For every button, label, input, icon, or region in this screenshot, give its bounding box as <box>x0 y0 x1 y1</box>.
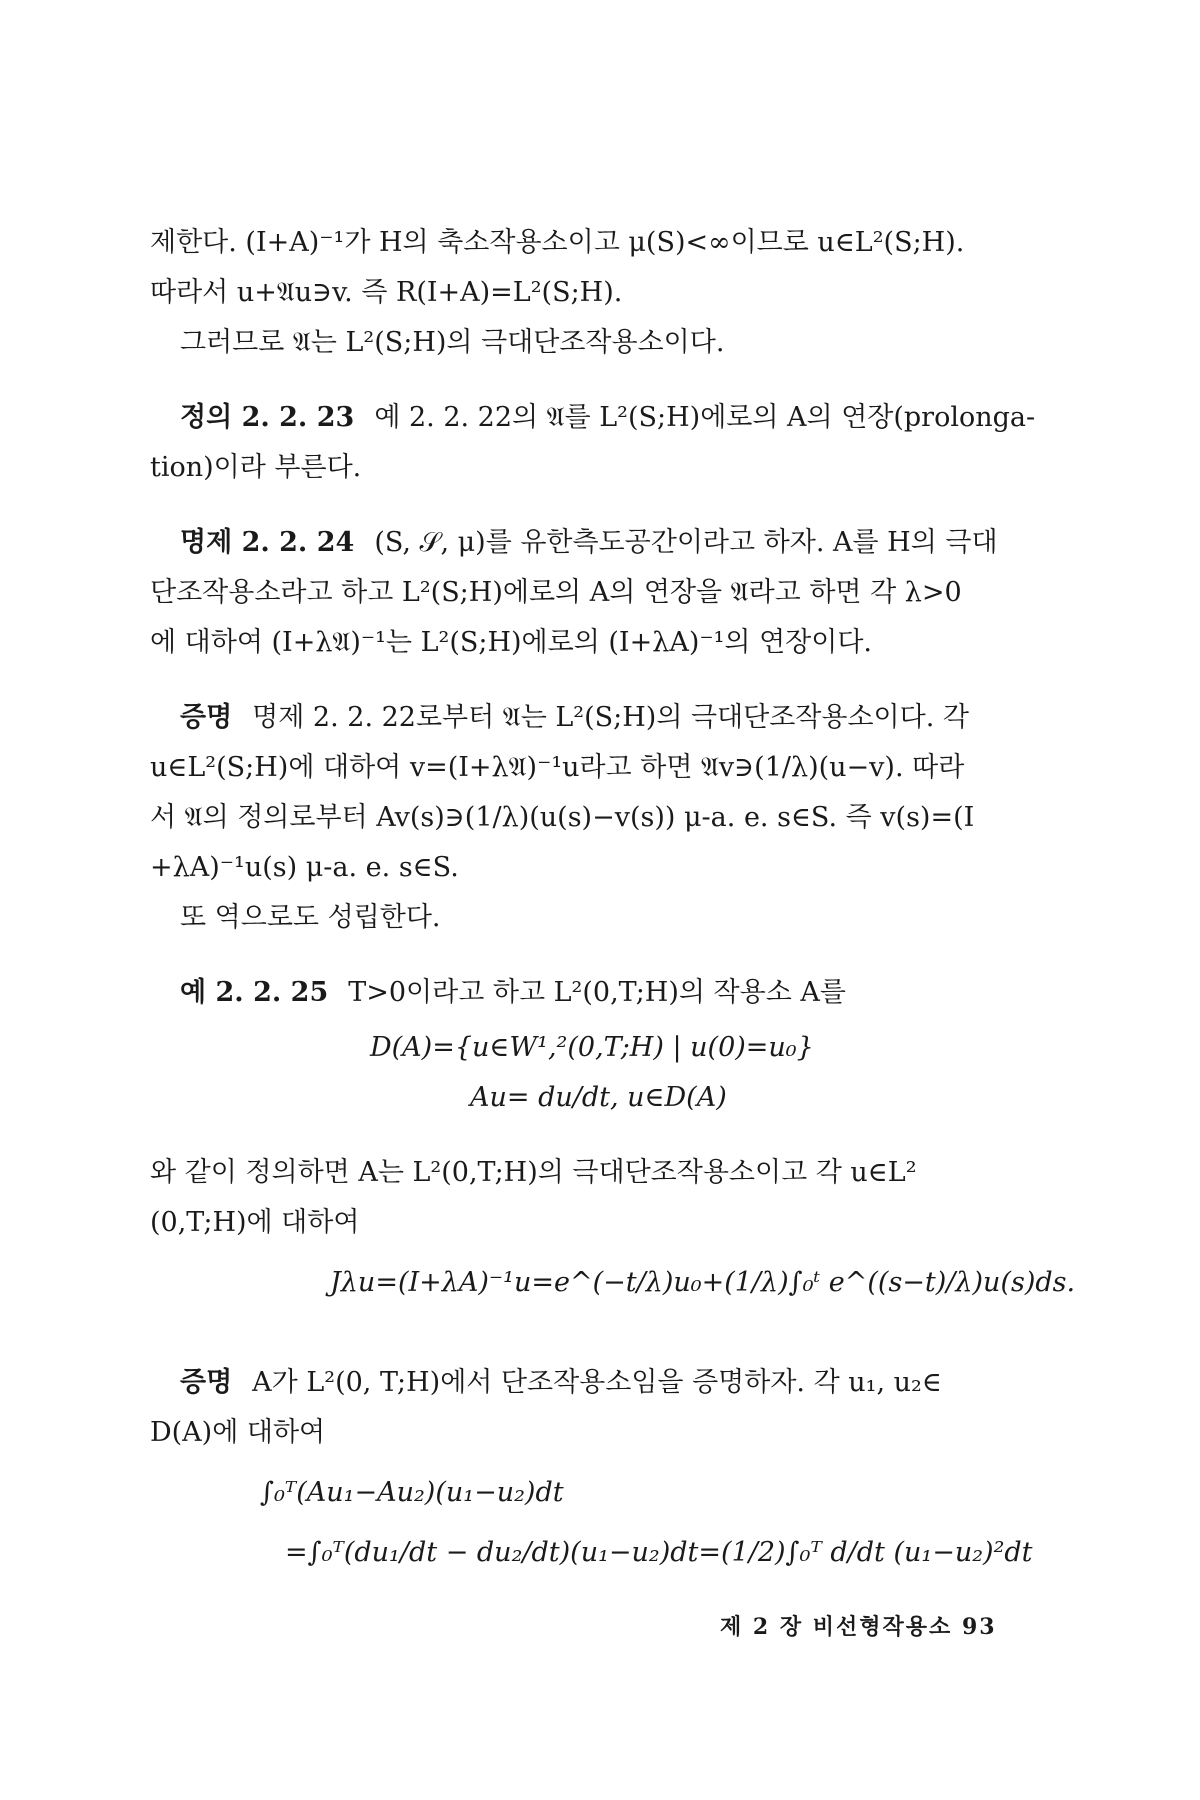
text-line: 제한다. (I+A)⁻¹가 H의 축소작용소이고 μ(S)<∞이므로 u∈L²(S;H). <box>150 227 965 258</box>
text-line: 와 같이 정의하면 A는 L²(0,T;H)의 극대단조작용소이고 각 u∈L² <box>150 1157 917 1188</box>
text-line: 또 역으로도 성립한다. <box>180 902 441 933</box>
text-line: 따라서 u+𝔄u∋v. 즉 R(I+A)=L²(S;H). <box>150 277 623 308</box>
proof-heading: 증명 <box>180 702 233 733</box>
text-line: +λA)⁻¹u(s) μ-a. e. s∈S. <box>150 852 459 883</box>
example-text: T>0이라고 하고 L²(0,T;H)의 작용소 A를 <box>348 977 846 1008</box>
text-line: tion)이라 부른다. <box>150 452 362 483</box>
proof-heading: 증명 <box>180 1367 233 1398</box>
display-equation: D(A)={u∈W¹,²(0,T;H) | u(0)=u₀} <box>370 1032 814 1063</box>
text-line: 서 𝔄의 정의로부터 Av(s)∋(1/λ)(u(s)−v(s)) μ-a. e. s∈S. 즉 v(s)=(I <box>150 802 975 833</box>
display-equation: Au= du/dt, u∈D(A) <box>470 1082 727 1113</box>
text-line: 단조작용소라고 하고 L²(S;H)에로의 A의 연장을 𝔄라고 하면 각 λ>0 <box>150 577 962 608</box>
display-equation: ∫₀ᵀ(Au₁−Au₂)(u₁−u₂)dt <box>260 1477 564 1508</box>
text-line: D(A)에 대하여 <box>150 1417 326 1448</box>
proof-text: A가 L²(0, T;H)에서 단조작용소임을 증명하자. 각 u₁, u₂∈ <box>252 1367 942 1398</box>
proposition-heading: 명제 2. 2. 24 <box>180 527 355 558</box>
text-line: (0,T;H)에 대하여 <box>150 1207 360 1238</box>
display-equation: Jλu=(I+λA)⁻¹u=e^(−t/λ)u₀+(1/λ)∫₀ᵗ e^((s−t)/λ)u(s)ds. <box>330 1267 1076 1298</box>
text-line: u∈L²(S;H)에 대하여 v=(I+λ𝔄)⁻¹u라고 하면 𝔄v∋(1/λ)(u−v). 따라 <box>150 752 965 783</box>
running-footer: 제 2 장 비선형작용소 93 <box>720 1614 997 1640</box>
proposition-text: (S, 𝒮, μ)를 유한측도공간이라고 하자. A를 H의 극대 <box>374 527 998 558</box>
text-line: 그러므로 𝔄는 L²(S;H)의 극대단조작용소이다. <box>180 327 725 358</box>
example-heading: 예 2. 2. 25 <box>180 977 329 1008</box>
display-equation: =∫₀ᵀ(du₁/dt − du₂/dt)(u₁−u₂)dt=(1/2)∫₀ᵀ d/dt (u₁−u₂)²dt <box>285 1537 1033 1568</box>
proof-line <box>180 1365 942 1401</box>
definition-text: 예 2. 2. 22의 𝔄를 L²(S;H)에로의 A의 연장(prolonga- <box>374 402 1036 433</box>
proposition-line <box>180 525 998 561</box>
proof-line <box>180 700 969 736</box>
definition-heading: 정의 2. 2. 23 <box>180 402 355 433</box>
example-line <box>180 975 846 1011</box>
text-line: 에 대하여 (I+λ𝔄)⁻¹는 L²(S;H)에로의 (I+λA)⁻¹의 연장이다. <box>150 627 873 658</box>
definition-line <box>180 400 1035 436</box>
proof-text: 명제 2. 2. 22로부터 𝔄는 L²(S;H)의 극대단조작용소이다. 각 <box>252 702 969 733</box>
